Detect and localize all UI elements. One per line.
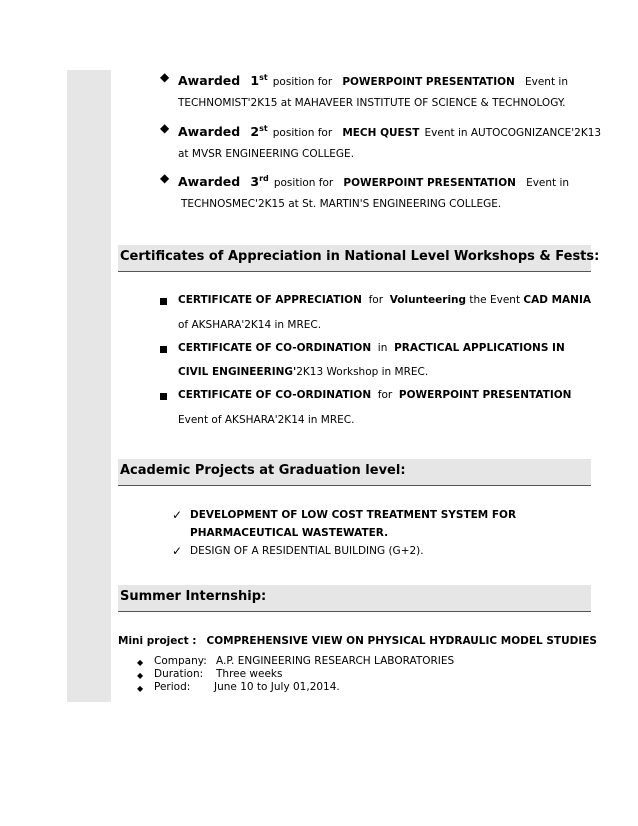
award-position-text: position for (272, 127, 333, 139)
detail-key: Period: (154, 681, 191, 693)
award-event: POWERPOINT PRESENTATION (343, 177, 516, 189)
award-rank: 2 (250, 124, 260, 139)
certificate-line2: Event of AKSHARA'2K14 in MREC. (178, 414, 355, 426)
certificate-event: CAD MANIA (523, 294, 592, 306)
detail-value: Three weeks (216, 668, 283, 680)
mini-project-line (118, 635, 597, 647)
project-title-cont: PHARMACEUTICAL WASTEWATER. (190, 527, 389, 539)
certificate-line2 (178, 366, 428, 378)
square-bullet-icon (160, 346, 167, 353)
mini-project-label: Mini project : (118, 635, 197, 647)
certificate-connector: for (368, 294, 384, 306)
award-event: POWERPOINT PRESENTATION (342, 76, 515, 88)
section-header-certificates (118, 245, 600, 272)
diamond-bullet-icon: ◆ (137, 671, 144, 680)
certificate-event: PRACTICAL APPLICATIONS IN (394, 342, 565, 354)
certificate-event: POWERPOINT PRESENTATION (398, 389, 572, 401)
award-line2: at MVSR ENGINEERING COLLEGE. (178, 148, 355, 160)
award-line2: TECHNOMIST'2K15 at MAHAVEER INSTITUTE OF SCIENCE & TECHNOLOGY. (178, 97, 566, 109)
certificate-item (178, 294, 591, 306)
award-item (178, 70, 568, 89)
detail-key: Duration: (154, 668, 204, 680)
award-rank-suffix: rd (259, 174, 269, 183)
project-title: DESIGN OF A RESIDENTIAL BUILDING (G+2). (190, 545, 424, 557)
diamond-bullet-icon: ◆ (137, 658, 144, 667)
diamond-bullet-icon: ◆ (160, 171, 170, 185)
certificate-connector: for (377, 389, 393, 401)
certificate-text: the Event (469, 294, 521, 306)
project-title: DEVELOPMENT OF LOW COST TREATMENT SYSTEM FOR (190, 509, 517, 521)
diamond-bullet-icon: ◆ (137, 684, 144, 693)
award-line2: TECHNOSMEC'2K15 at St. MARTIN'S ENGINEERING COLLEGE. (181, 198, 502, 210)
detail-key: Company: (154, 655, 207, 667)
certificate-event-cont: CIVIL ENGINEERING' (178, 366, 297, 378)
checkmark-icon: ✓ (172, 544, 183, 558)
certificate-item (178, 389, 571, 401)
square-bullet-icon (160, 298, 167, 305)
certificate-title: CERTIFICATE OF CO-ORDINATION (178, 342, 372, 354)
award-tail: Event in (525, 76, 568, 88)
certificate-title: CERTIFICATE OF APPRECIATION (178, 294, 362, 306)
section-title: Academic Projects at Graduation level: (120, 463, 406, 478)
award-rank: 1 (250, 73, 260, 88)
detail-value: A.P. ENGINEERING RESEARCH LABORATORIES (216, 655, 455, 667)
square-bullet-icon (160, 393, 167, 400)
diamond-bullet-icon: ◆ (160, 70, 170, 84)
award-position-text: position for (273, 177, 334, 189)
certificate-title: CERTIFICATE OF CO-ORDINATION (178, 389, 372, 401)
award-tail: Event in (526, 177, 570, 189)
award-position-text: position for (272, 76, 333, 88)
award-tail: Event in AUTOCOGNIZANCE'2K13 (424, 127, 602, 139)
award-item (178, 171, 569, 190)
section-header-internship (118, 585, 591, 612)
certificate-item (178, 342, 565, 354)
mini-project-title: COMPREHENSIVE VIEW ON PHYSICAL HYDRAULIC MODEL STUDIES (206, 635, 597, 647)
award-rank: 3 (250, 174, 260, 189)
award-lead: Awarded (178, 124, 241, 139)
checkmark-icon: ✓ (172, 508, 183, 522)
award-lead: Awarded (178, 73, 241, 88)
section-title: Certificates of Appreciation in National Level Workshops & Fests: (120, 249, 600, 264)
left-sidebar-bar (67, 70, 111, 702)
award-event: MECH QUEST (342, 127, 420, 139)
certificate-connector: in (377, 342, 388, 354)
diamond-bullet-icon: ◆ (160, 121, 170, 135)
certificate-role: Volunteering (389, 294, 467, 306)
detail-value: June 10 to July 01,2014. (214, 681, 340, 693)
section-title: Summer Internship: (120, 589, 267, 604)
certificate-line2: of AKSHARA'2K14 in MREC. (178, 319, 322, 331)
certificate-line2-text: 2K13 Workshop in MREC. (296, 366, 429, 378)
award-rank-suffix: st (259, 73, 268, 82)
award-lead: Awarded (178, 174, 241, 189)
award-item (178, 121, 601, 140)
award-rank-suffix: st (259, 124, 268, 133)
section-header-projects (118, 459, 591, 486)
